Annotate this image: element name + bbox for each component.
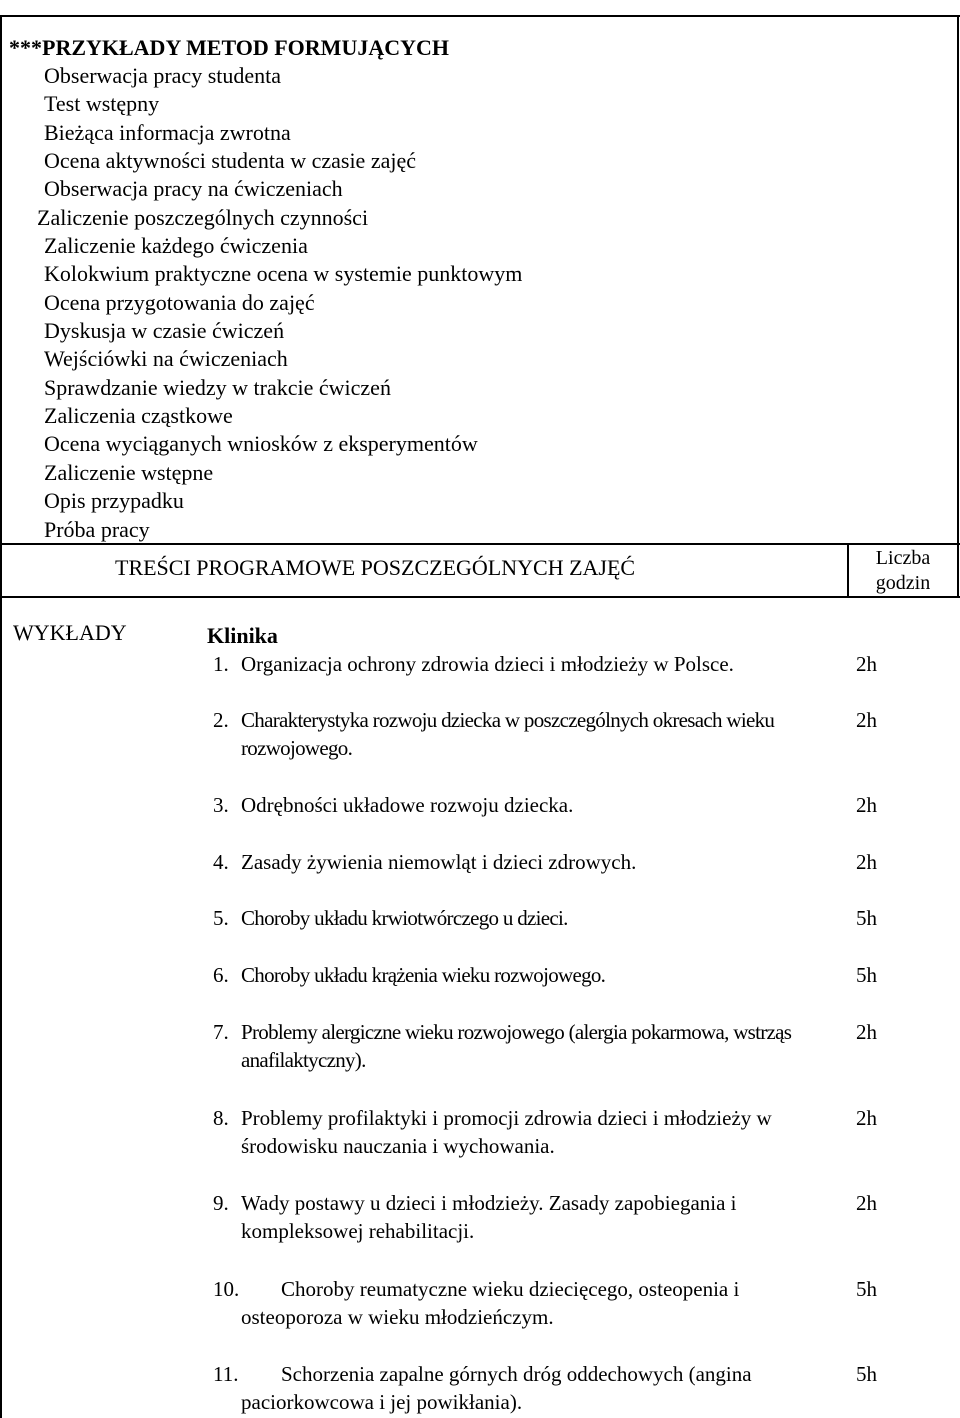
topic-row xyxy=(213,1360,848,1416)
right-border xyxy=(957,15,959,598)
topic-hours: 2h xyxy=(856,850,877,874)
method-item: Dyskusja w czasie ćwiczeń xyxy=(44,318,285,344)
topic-hours: 5h xyxy=(856,1277,877,1301)
topic-number: 7. xyxy=(213,1020,229,1044)
topic-row xyxy=(213,1189,848,1245)
method-item: Opis przypadku xyxy=(44,488,184,514)
topic-number: 9. xyxy=(213,1191,229,1215)
method-item: Zaliczenie poszczególnych czynności xyxy=(37,204,369,230)
topic-hours: 2h xyxy=(856,708,877,732)
topic-hours: 2h xyxy=(856,1191,877,1215)
topic-text: Choroby układu krwiotwórczego u dzieci. xyxy=(241,906,568,930)
topic-text: Problemy profilaktyki i promocji zdrowia dzieci i młodzieży w środowisku nauczania i wychowania. xyxy=(241,1106,772,1158)
topic-hours: 5h xyxy=(856,1362,877,1386)
category-heading: Klinika xyxy=(207,623,278,648)
method-item: Bieżąca informacja zwrotna xyxy=(44,119,291,145)
topic-text: Problemy alergiczne wieku rozwojowego (alergia pokarmowa, wstrząs anafilaktyczny). xyxy=(241,1020,792,1072)
header-bottom-divider xyxy=(0,596,960,598)
topic-row xyxy=(213,961,848,989)
methods-title: ***PRZYKŁADY METOD FORMUJĄCYCH xyxy=(9,35,449,60)
topic-text: Charakterystyka rozwoju dziecka w poszczególnych okresach wieku rozwojowego. xyxy=(241,708,775,760)
topic-hours: 2h xyxy=(856,1020,877,1044)
hours-column-header xyxy=(851,546,955,596)
program-table-title: TREŚCI PROGRAMOWE POSZCZEGÓLNYCH ZAJĘĆ xyxy=(115,555,636,580)
method-item: Ocena wyciąganych wniosków z eksperymentów xyxy=(44,431,478,457)
topic-text: Zasady żywienia niemowląt i dzieci zdrowych. xyxy=(241,850,637,874)
formative-methods xyxy=(9,34,939,544)
methods-list xyxy=(9,62,939,544)
method-item: Ocena aktywności studenta w czasie zajęć xyxy=(44,148,416,174)
topic-text: Schorzenia zapalne górnych dróg oddechowych (angina paciorkowcowa i jej powikłania). xyxy=(241,1362,752,1414)
topic-row xyxy=(213,1104,848,1160)
header-divider xyxy=(847,543,849,598)
topic-row xyxy=(213,650,848,678)
left-border xyxy=(0,15,2,1418)
topic-row xyxy=(213,904,848,932)
topic-number: 11. xyxy=(213,1362,239,1386)
topic-row xyxy=(213,848,848,876)
method-item: Wejściówki na ćwiczeniach xyxy=(44,346,288,372)
topic-hours: 2h xyxy=(856,652,877,676)
method-item: Zaliczenie każdego ćwiczenia xyxy=(44,233,308,259)
hours-header-line: godzin xyxy=(875,572,931,594)
method-item: Test wstępny xyxy=(44,91,160,117)
method-item: Sprawdzanie wiedzy w trakcie ćwiczeń xyxy=(44,374,391,400)
topic-number: 2. xyxy=(213,708,229,732)
topic-number: 6. xyxy=(213,963,229,987)
method-item: Obserwacja pracy na ćwiczeniach xyxy=(44,176,343,202)
topic-number: 4. xyxy=(213,850,229,874)
topic-text: Wady postawy u dzieci i młodzieży. Zasady zapobiegania i kompleksowej rehabilitacji. xyxy=(241,1191,737,1243)
topic-number: 8. xyxy=(213,1106,229,1130)
topic-row xyxy=(213,1018,848,1074)
topic-number: 10. xyxy=(213,1277,240,1301)
method-item: Zaliczenie wstępne xyxy=(44,459,214,485)
topic-hours: 5h xyxy=(856,906,877,930)
topic-row xyxy=(213,1275,848,1331)
topic-text: Organizacja ochrony zdrowia dzieci i młodzieży w Polsce. xyxy=(241,652,734,676)
method-item: Zaliczenia cząstkowe xyxy=(44,403,233,429)
topic-hours: 2h xyxy=(856,793,877,817)
topic-text: Odrębności układowe rozwoju dziecka. xyxy=(241,793,574,817)
top-border xyxy=(0,15,960,17)
topic-hours: 5h xyxy=(856,963,877,987)
topic-hours: 2h xyxy=(856,1106,877,1130)
topic-number: 1. xyxy=(213,652,229,676)
method-item: Ocena przygotowania do zajęć xyxy=(44,289,315,315)
topic-number: 5. xyxy=(213,906,229,930)
topic-row xyxy=(213,791,848,819)
hours-header-line: Liczba xyxy=(875,547,931,569)
method-item: Obserwacja pracy studenta xyxy=(44,63,282,88)
section-label-lectures: WYKŁADY xyxy=(13,620,127,645)
topic-number: 3. xyxy=(213,793,229,817)
topic-text: Choroby reumatyczne wieku dziecięcego, osteopenia i osteoporoza w wieku młodzieńczym. xyxy=(241,1277,740,1329)
method-item: Kolokwium praktyczne ocena w systemie punktowym xyxy=(44,261,523,287)
topic-text: Choroby układu krążenia wieku rozwojowego. xyxy=(241,963,606,987)
method-item: Próba pracy xyxy=(44,516,150,542)
topic-row xyxy=(213,706,848,762)
